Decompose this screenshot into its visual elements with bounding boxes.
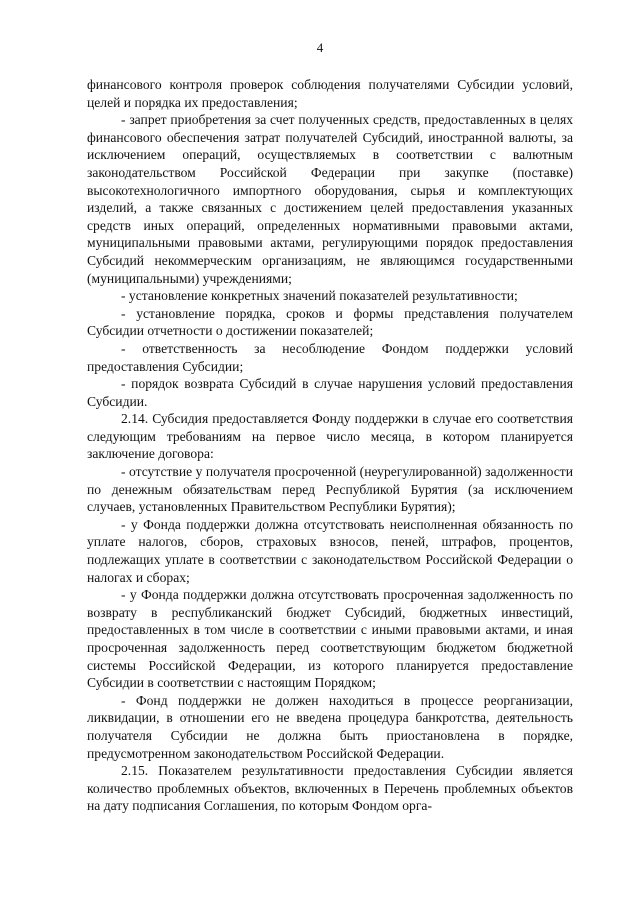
paragraph: - порядок возврата Субсидий в случае нарушения условий предоставления Субсидии. <box>87 376 573 409</box>
paragraph: - у Фонда поддержки должна отсутствовать неисполненная обязанность по уплате налогов, сборов, страховых взносов, пеней, штрафов, процентов, подлежащих уплате в соответствии с законодательством Российской Федерации о налогах и сборах; <box>87 516 573 585</box>
page-number: 4 <box>316 40 324 55</box>
paragraph: - установление конкретных значений показателей результативности; <box>121 288 518 304</box>
paragraph: 2.15. Показателем результативности предоставления Субсидии является количество проблемных объектов, включенных в Перечень проблемных объектов на дату подписания Соглашения, по которым Фондом орга- <box>87 763 573 814</box>
paragraph: - отсутствие у получателя просроченной (неурегулированной) задолженности по денежным обязательствам перед Республикой Бурятия (за исключением случаев, установленных Правительством Республики Бурятия); <box>87 464 573 515</box>
paragraph: - у Фонда поддержки должна отсутствовать просроченная задолженность по возврату в республиканский бюджет Субсидий, бюджетных инвестиций, предоставленных в том числе в соответствии с иными правовыми актами, и иная просроченная задолженность перед соответствующим бюджетом бюджетной системы Российской Федерации, из которого планируется предоставление Субсидии в соответствии с настоящим Порядком; <box>87 587 573 691</box>
paragraph: - запрет приобретения за счет полученных средств, предоставленных в целях финансового обеспечения затрат получателей Субсидий, иностранной валюты, за исключением операций, осуществляемых в соответствии с валютным законодательством Российской Федерации при закупке (поставке) высокотехнологичного импортного оборудования, сырья и комплектующих изделий, а также связанных с достижением целей предоставления указанных средств иных операций, определенных нормативными правовыми актами, муниципальными правовыми актами, регулирующими порядок предоставления Субсидий некоммерческим организациям, не являющимся государственными (муниципальными) учреждениями; <box>87 112 573 286</box>
paragraph: финансового контроля проверок соблюдения получателями Субсидии условий, целей и порядка их предоставления; <box>87 77 573 110</box>
paragraph: - Фонд поддержки не должен находиться в процессе реорганизации, ликвидации, в отношении его не введена процедура банкротства, деятельность получателя Субсидии не должна быть приостановлена в порядке, предусмотренном законодательством Российской Федерации. <box>87 692 573 761</box>
paragraph: 2.14. Субсидия предоставляется Фонду поддержки в случае его соответствия следующим требованиям на первое число месяца, в котором планируется заключение договора: <box>87 411 573 462</box>
document-body <box>87 76 573 815</box>
paragraph: - ответственность за несоблюдение Фондом поддержки условий предоставления Субсидии; <box>87 340 573 374</box>
paragraph: - установление порядка, сроков и формы представления получателем Субсидии отчетности о достижении показателей; <box>87 305 573 339</box>
